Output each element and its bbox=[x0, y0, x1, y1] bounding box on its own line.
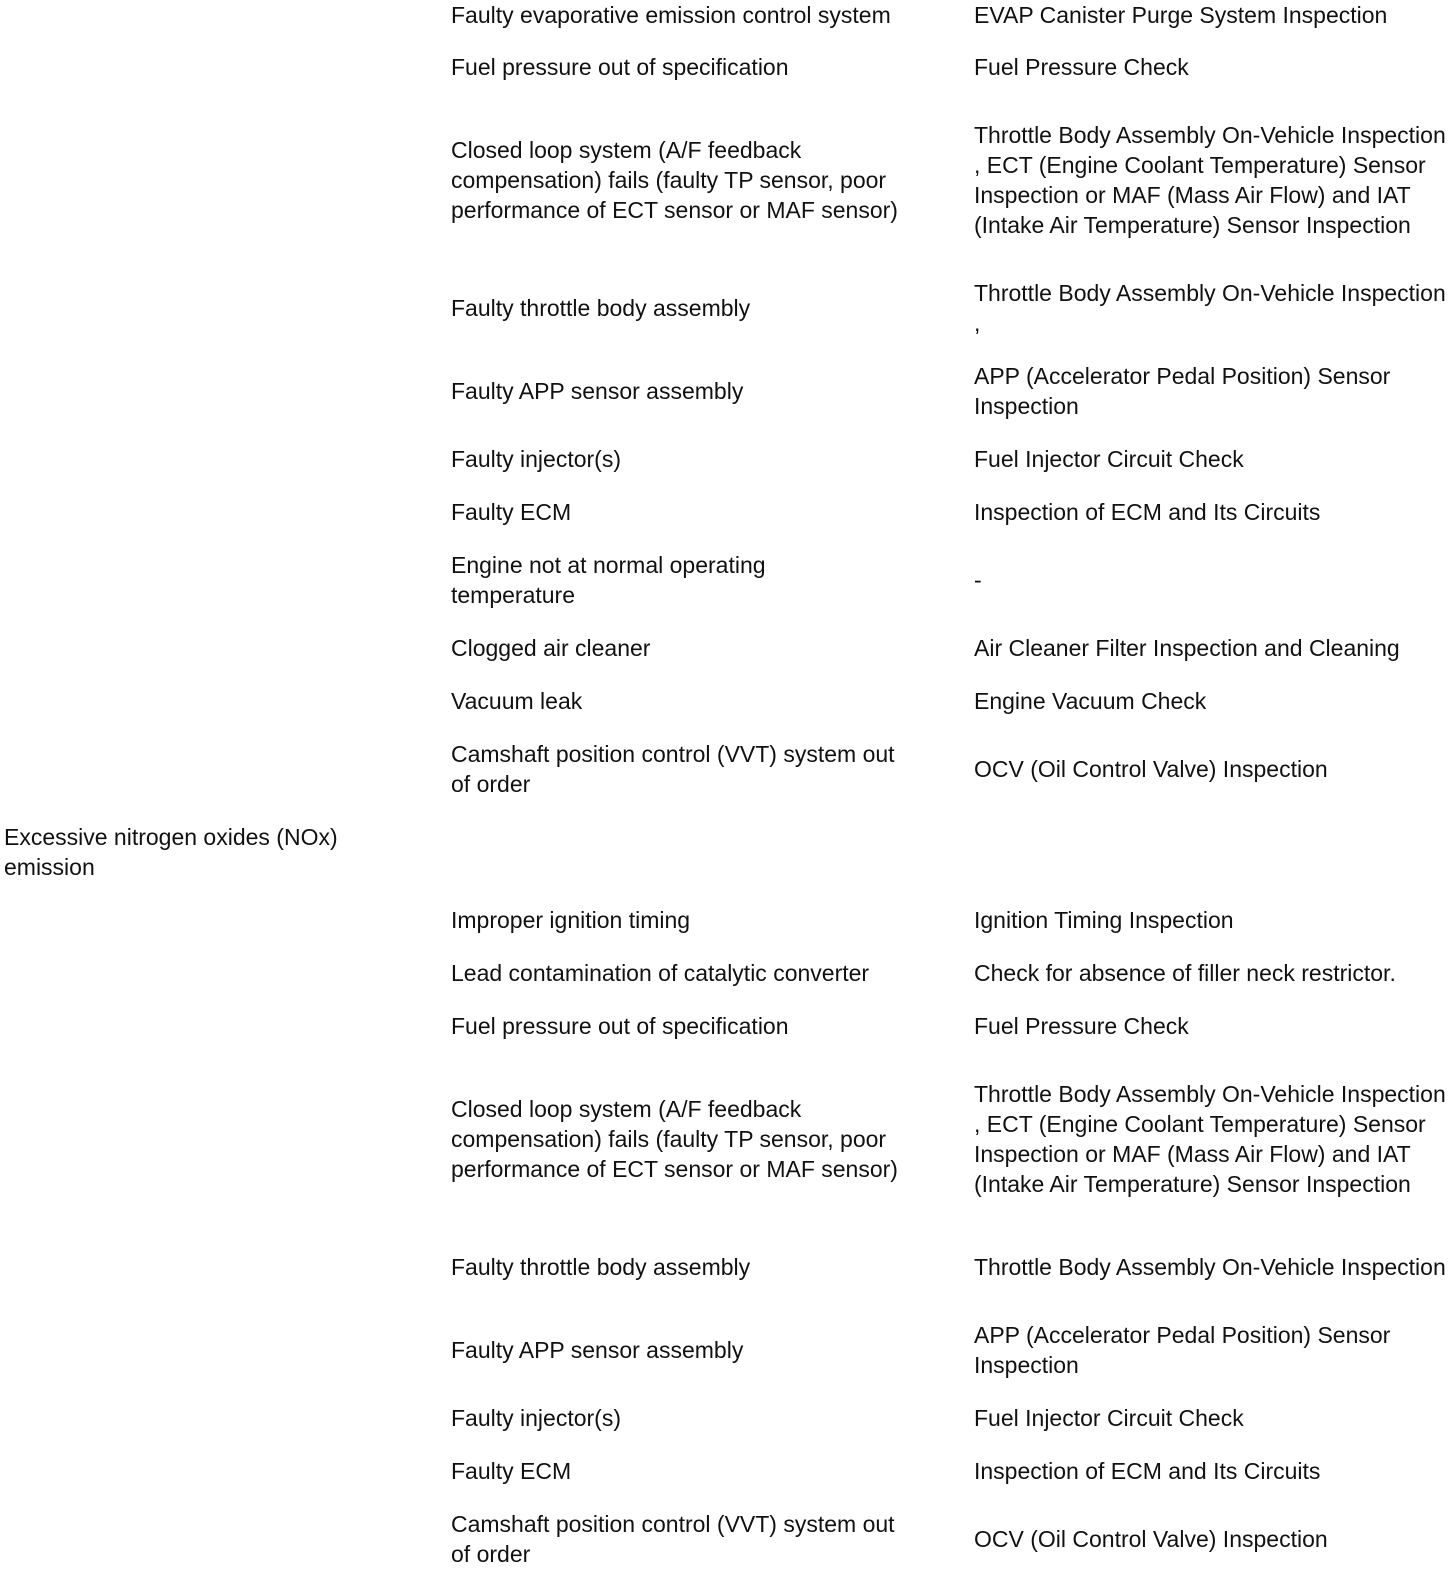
cause-cell: Faulty injector(s) bbox=[451, 446, 621, 472]
action-cell: Inspection of ECM and Its Circuits bbox=[974, 499, 1321, 525]
action-cell: EVAP Canister Purge System Inspection bbox=[974, 2, 1388, 28]
action-cell: Throttle Body Assembly On-Vehicle Inspection , ECT (Engine Coolant Temperature) Sensor Inspection or MAF (Mass Air Flow) and IAT (Intake Air Temperature) Sensor Inspection bbox=[974, 1081, 1446, 1197]
action-cell: Throttle Body Assembly On-Vehicle Inspection , ECT (Engine Coolant Temperature) Sensor Inspection or MAF (Mass Air Flow) and IAT (Intake Air Temperature) Sensor Inspection bbox=[974, 122, 1446, 238]
cause-cell: Clogged air cleaner bbox=[451, 635, 651, 661]
action-cell: OCV (Oil Control Valve) Inspection bbox=[974, 756, 1328, 782]
action-cell: Check for absence of filler neck restrictor. bbox=[974, 960, 1396, 986]
action-cell: Fuel Injector Circuit Check bbox=[974, 446, 1244, 472]
action-cell: APP (Accelerator Pedal Position) Sensor Inspection bbox=[974, 1322, 1391, 1378]
action-cell: Throttle Body Assembly On-Vehicle Inspection bbox=[974, 1254, 1446, 1280]
action-cell: OCV (Oil Control Valve) Inspection bbox=[974, 1526, 1328, 1552]
cause-cell: Closed loop system (A/F feedback compensation) fails (faulty TP sensor, poor performance of ECT sensor or MAF sensor) bbox=[451, 1096, 898, 1182]
cause-cell: Faulty throttle body assembly bbox=[451, 1254, 751, 1280]
action-cell: Inspection of ECM and Its Circuits bbox=[974, 1458, 1321, 1484]
action-cell: APP (Accelerator Pedal Position) Sensor Inspection bbox=[974, 363, 1391, 419]
action-cell: Engine Vacuum Check bbox=[974, 688, 1207, 714]
action-cell: Air Cleaner Filter Inspection and Cleaning bbox=[974, 635, 1400, 661]
cause-cell: Faulty evaporative emission control system bbox=[451, 2, 891, 28]
action-cell: Fuel Pressure Check bbox=[974, 1013, 1189, 1039]
cause-cell: Faulty APP sensor assembly bbox=[451, 378, 744, 404]
cause-cell: Improper ignition timing bbox=[451, 907, 691, 933]
cause-cell: Faulty throttle body assembly bbox=[451, 295, 751, 321]
action-cell: Throttle Body Assembly On-Vehicle Inspection , bbox=[974, 280, 1446, 336]
action-cell: Fuel Pressure Check bbox=[974, 54, 1189, 80]
action-cell: Fuel Injector Circuit Check bbox=[974, 1405, 1244, 1431]
cause-cell: Closed loop system (A/F feedback compensation) fails (faulty TP sensor, poor performance of ECT sensor or MAF sensor) bbox=[451, 137, 898, 223]
cause-cell: Camshaft position control (VVT) system out of order bbox=[451, 1511, 895, 1567]
cause-cell: Camshaft position control (VVT) system out of order bbox=[451, 741, 895, 797]
cause-cell: Faulty injector(s) bbox=[451, 1405, 621, 1431]
cause-cell: Vacuum leak bbox=[451, 688, 583, 714]
cause-cell: Engine not at normal operating temperature bbox=[451, 552, 766, 608]
symptom-cell: Excessive nitrogen oxides (NOx) emission bbox=[4, 824, 338, 880]
cause-cell: Faulty ECM bbox=[451, 1458, 572, 1484]
action-cell: - bbox=[974, 567, 982, 593]
cause-cell: Lead contamination of catalytic converter bbox=[451, 960, 870, 986]
cause-cell: Faulty ECM bbox=[451, 499, 572, 525]
action-cell: Ignition Timing Inspection bbox=[974, 907, 1234, 933]
cause-cell: Faulty APP sensor assembly bbox=[451, 1337, 744, 1363]
cause-cell: Fuel pressure out of specification bbox=[451, 54, 789, 80]
cause-cell: Fuel pressure out of specification bbox=[451, 1013, 789, 1039]
